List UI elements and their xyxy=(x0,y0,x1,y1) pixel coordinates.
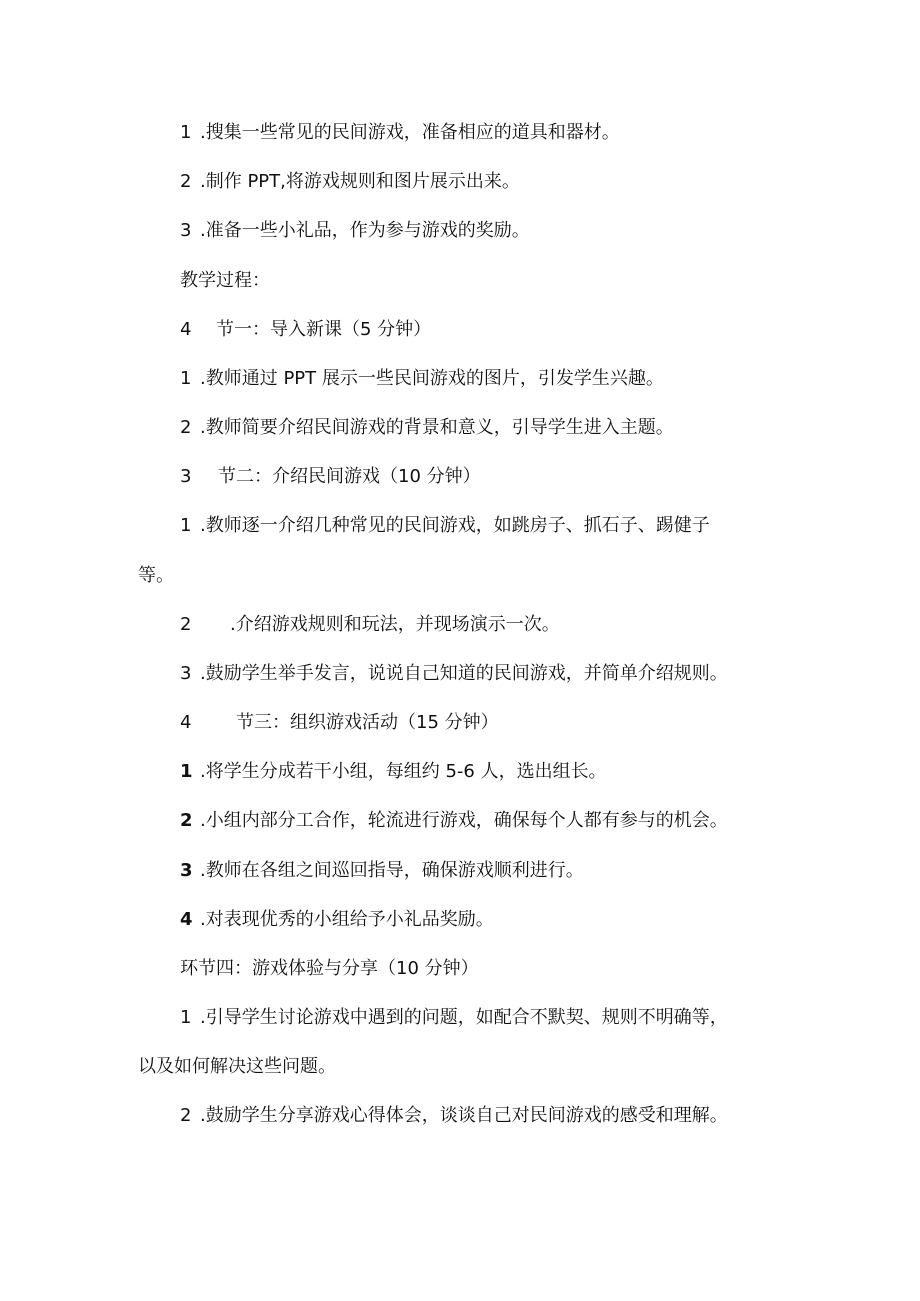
heading-text: 环节四：游戏体验与分享（10 分钟） xyxy=(180,958,479,979)
item-text: .介绍游戏规则和玩法，并现场演示一次。 xyxy=(230,614,560,635)
item-text: .小组内部分工合作，轮流进行游戏，确保每个人都有参与的机会。 xyxy=(200,810,728,831)
heading-text: 教学过程： xyxy=(180,270,270,291)
item-text: .鼓励学生分享游戏心得体会，谈谈自己对民间游戏的感受和理解。 xyxy=(200,1105,728,1126)
item-number: 1 xyxy=(180,515,192,536)
item-text: .引导学生讨论游戏中遇到的问题，如配合不默契、规则不明确等， xyxy=(200,1007,728,1028)
item-number: 1 xyxy=(180,122,192,143)
item-text: .教师简要介绍民间游戏的背景和意义，引导学生进入主题。 xyxy=(200,417,674,438)
heading-text: 节一：导入新课（5 分钟） xyxy=(216,319,432,340)
heading-number: 4 xyxy=(180,319,192,340)
item-text: .搜集一些常见的民间游戏，准备相应的道具和器材。 xyxy=(200,122,620,143)
item-number: 2 xyxy=(180,614,192,635)
item-number: 3 xyxy=(180,220,192,241)
item-text: .教师逐一介绍几种常见的民间游戏，如跳房子、抓石子、踢健子 xyxy=(200,515,710,536)
item-number: 2 xyxy=(180,810,193,831)
item-number: 3 xyxy=(180,663,192,684)
item-number: 1 xyxy=(180,368,192,389)
item-text: .制作 PPT,将游戏规则和图片展示出来。 xyxy=(200,171,520,192)
heading-text: 节三：组织游戏活动（15 分钟） xyxy=(236,712,499,733)
item-text: .将学生分成若干小组，每组约 5-6 人，选出组长。 xyxy=(200,761,607,782)
item-text: .教师通过 PPT 展示一些民间游戏的图片，引发学生兴趣。 xyxy=(200,368,664,389)
item-number: 2 xyxy=(180,1105,192,1126)
heading-number: 3 xyxy=(180,466,192,487)
heading-number: 4 xyxy=(180,712,192,733)
item-number: 4 xyxy=(180,909,193,930)
item-text: .对表现优秀的小组给予小礼品奖励。 xyxy=(200,909,494,930)
item-number: 1 xyxy=(180,761,193,782)
item-text: 以及如何解决这些问题。 xyxy=(138,1056,336,1077)
item-text: .教师在各组之间巡回指导，确保游戏顺利进行。 xyxy=(200,860,584,881)
item-text: .鼓励学生举手发言，说说自己知道的民间游戏，并简单介绍规则。 xyxy=(200,663,728,684)
heading-text: 节二：介绍民间游戏（10 分钟） xyxy=(218,466,481,487)
item-number: 2 xyxy=(180,417,192,438)
item-number: 3 xyxy=(180,860,193,881)
item-number: 1 xyxy=(180,1007,192,1028)
item-number: 2 xyxy=(180,171,192,192)
item-text: 等。 xyxy=(138,565,174,586)
item-text: .准备一些小礼品，作为参与游戏的奖励。 xyxy=(200,220,530,241)
